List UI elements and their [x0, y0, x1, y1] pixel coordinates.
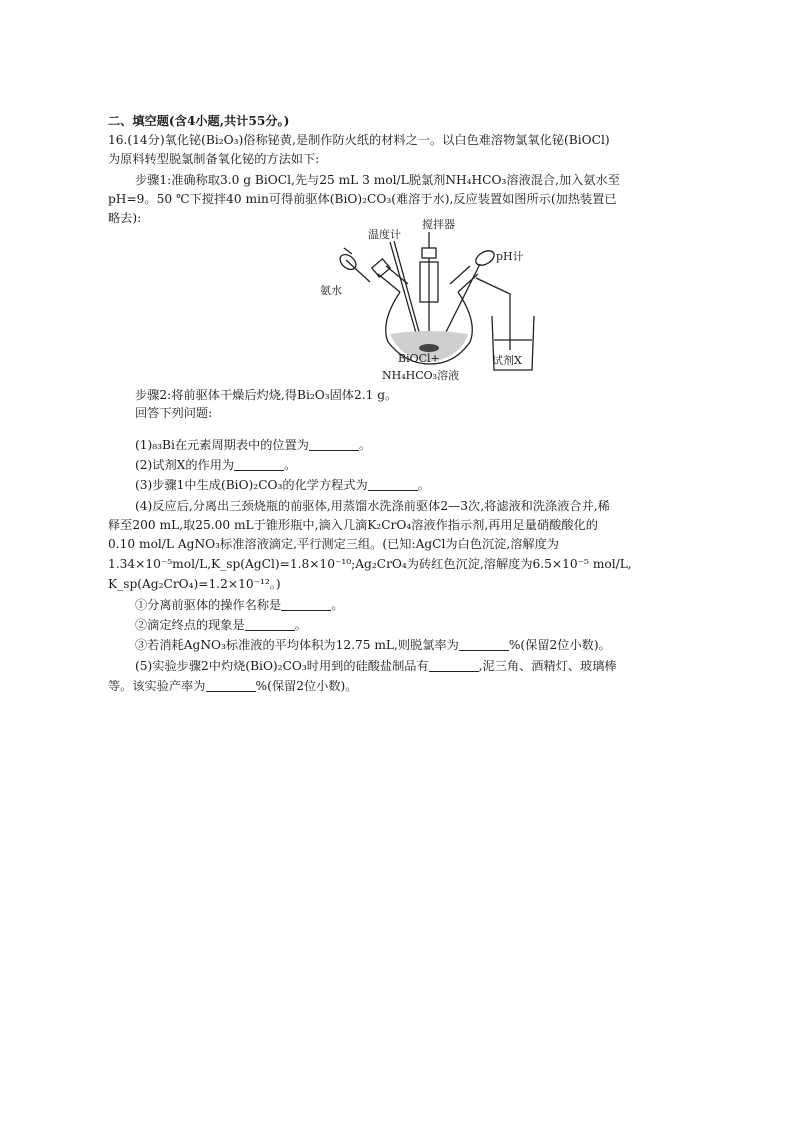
reagent-x-label: 试剂X	[492, 354, 522, 367]
part-2	[135, 457, 296, 473]
stirrer-label: 搅拌器	[422, 218, 455, 231]
answer-blank-4b[interactable]	[245, 618, 295, 631]
part-4-line-4: 1.34×10⁻⁵mol/L,K_sp(AgCl)=1.8×10⁻¹⁰;Ag₂CrO₄为砖红色沉淀,溶解度为6.5×10⁻⁵ mol/L,	[108, 557, 632, 571]
part-5-text-d: %(保留2位小数)。	[255, 679, 358, 693]
part-4-a-text: ①分离前驱体的操作名称是	[135, 598, 282, 612]
part-4-line-2: 释至200 mL,取25.00 mL于锥形瓶中,滴入几滴K₂CrO₄溶液作指示剂,再用足量硝酸酸化的	[108, 518, 598, 532]
question-16-intro-line-1: 16.(14分)氧化铋(Bi₂O₃)俗称铋黄,是制作防火纸的材料之一。以白色难溶物氯氧化铋(BiOCl)	[108, 133, 610, 147]
flask-content-label-1: BiOCl+	[398, 352, 440, 365]
part-5-text-b: ,泥三角、酒精灯、玻璃棒	[478, 659, 617, 673]
flask-content-label-2: NH₄HCO₃溶液	[382, 369, 460, 382]
part-5-line-2	[108, 678, 357, 694]
part-4-line-5: K_sp(Ag₂CrO₄)=1.2×10⁻¹²。)	[108, 577, 281, 591]
answer-blank-3[interactable]	[368, 478, 418, 491]
section-header: 二、填空题(含4小题,共计55分。)	[108, 114, 290, 128]
period-mark: 。	[358, 438, 372, 452]
question-16-intro-line-2: 为原料转型脱氯制备氧化铋的方法如下:	[108, 152, 320, 166]
period-mark: 。	[284, 458, 297, 472]
answer-blank-5a[interactable]	[429, 659, 479, 672]
ammonia-label: 氨水	[320, 284, 342, 297]
part-4-line-3: 0.10 mol/L AgNO₃标准溶液滴定,平行测定三组。(已知:AgCl为白色沉淀,溶解度为	[108, 537, 559, 551]
answer-blank-5b[interactable]	[206, 679, 256, 692]
part-1	[135, 437, 371, 453]
period-mark: 。	[417, 478, 430, 492]
answer-blank-2[interactable]	[234, 458, 284, 471]
part-2-text: (2)试剂X的作用为	[135, 458, 235, 472]
step1-line-1: 步骤1:准确称取3.0 g BiOCl,先与25 mL 3 mol/L脱氯剂NH₄HCO₃溶液混合,加入氨水至	[135, 173, 620, 187]
answer-blank-1[interactable]	[309, 438, 359, 451]
part-1-text: (1)₈₃Bi在元素周期表中的位置为	[135, 438, 309, 452]
step2-text: 步骤2:将前驱体干燥后灼烧,得Bi₂O₃固体2.1 g。	[135, 388, 398, 402]
part-4-c-text: ③若消耗AgNO₃标准液的平均体积为12.75 mL,则脱氯率为	[135, 638, 459, 652]
part-3	[135, 477, 430, 493]
part-4-b	[135, 617, 307, 633]
part-4-line-1: (4)反应后,分离出三颈烧瓶的前驱体,用蒸馏水洗涤前驱体2—3次,将滤液和洗涤液合并,稀	[135, 499, 610, 513]
reaction-apparatus-diagram	[320, 218, 550, 382]
thermometer-label: 温度计	[368, 228, 401, 241]
part-4-c	[135, 637, 611, 653]
step1-line-2: pH=9。50 ℃下搅拌40 min可得前驱体(BiO)₂CO₃(难溶于水),反应装置如图所示(加热装置已	[108, 192, 617, 206]
period-mark: 。	[294, 618, 307, 632]
part-4-b-text: ②滴定终点的现象是	[135, 618, 245, 632]
part-5-line-1	[135, 658, 617, 674]
part-5-text-c: 等。该实验产率为	[108, 679, 206, 693]
part-4-c-suffix: %(保留2位小数)。	[508, 638, 611, 652]
ph-meter-label: pH计	[496, 250, 524, 263]
part-3-text: (3)步骤1中生成(BiO)₂CO₃的化学方程式为	[135, 478, 368, 492]
step1-line-3: 略去):	[108, 211, 142, 225]
answer-blank-4a[interactable]	[281, 598, 331, 611]
part-5-text-a: (5)实验步骤2中灼烧(BiO)₂CO₃时用到的硅酸盐制品有	[135, 659, 429, 673]
period-mark: 。	[331, 598, 344, 612]
part-4-a	[135, 597, 343, 613]
answer-blank-4c[interactable]	[459, 638, 509, 651]
answer-prompt: 回答下列问题:	[135, 406, 213, 420]
